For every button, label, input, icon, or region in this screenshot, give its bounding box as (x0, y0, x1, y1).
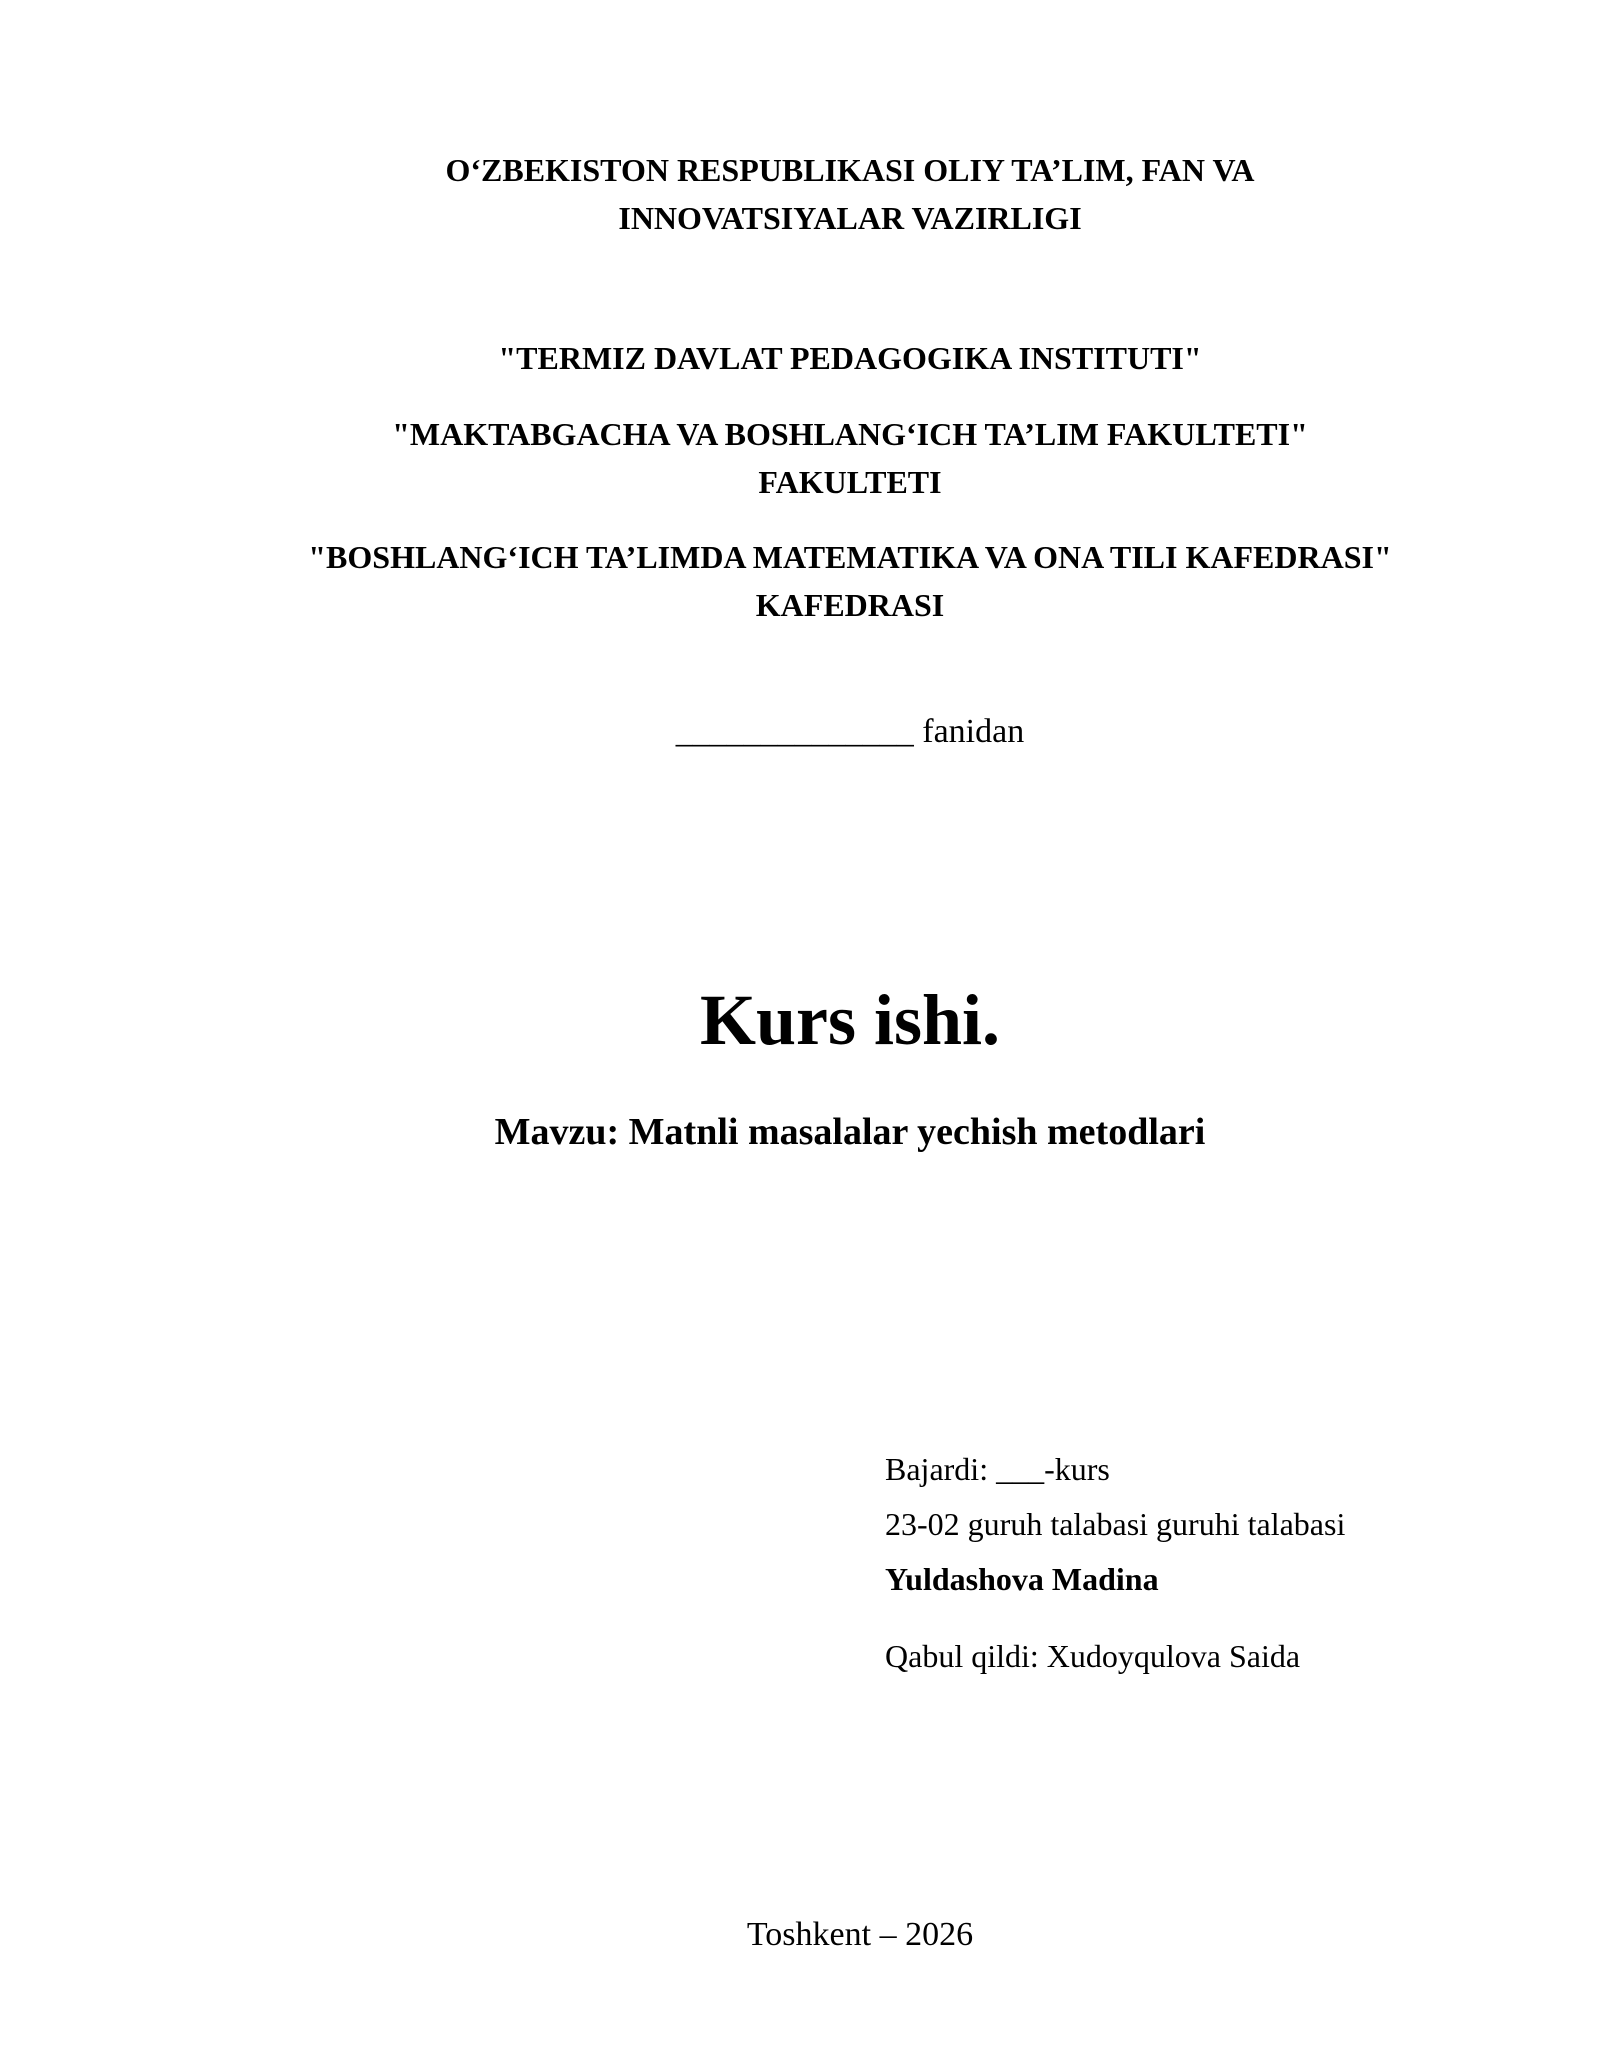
subject-line: ______________ fanidan (675, 713, 1025, 750)
city-year: Toshkent – 2026 (746, 1916, 974, 1953)
ministry-line-2: INNOVATSIYALAR VAZIRLIGI (618, 200, 1082, 236)
work-title: Kurs ishi. (699, 980, 1001, 1060)
department-line-1: "BOSHLANG‘ICH TA’LIMDA MATEMATIKA VA ONA TILI KAFEDRASI" (308, 539, 1392, 575)
group-line: 23-02 guruh talabasi guruhi talabasi (885, 1506, 1346, 1542)
department-line-2: KAFEDRASI (755, 587, 945, 623)
student-name: Yuldashova Madina (885, 1561, 1159, 1597)
done-by-line: Bajardi: ___-kurs (885, 1451, 1110, 1487)
department-heading (180, 533, 1520, 629)
work-topic: Mavzu: Matnli masalalar yechish metodlari (494, 1111, 1206, 1153)
ministry-heading (180, 146, 1520, 242)
ministry-line-1: O‘ZBEKISTON RESPUBLIKASI OLIY TA’LIM, FAN VA (445, 152, 1255, 188)
institute-name: "TERMIZ DAVLAT PEDAGOGIKA INSTITUTI" (498, 340, 1202, 376)
accepted-by-line: Qabul qildi: Xudoyqulova Saida (885, 1638, 1301, 1674)
faculty-line-1: "MAKTABGACHA VA BOSHLANG‘ICH TA’LIM FAKULTETI" (392, 416, 1308, 452)
faculty-heading (180, 410, 1520, 506)
faculty-line-2: FAKULTETI (758, 464, 942, 500)
institute-heading (180, 334, 1520, 382)
